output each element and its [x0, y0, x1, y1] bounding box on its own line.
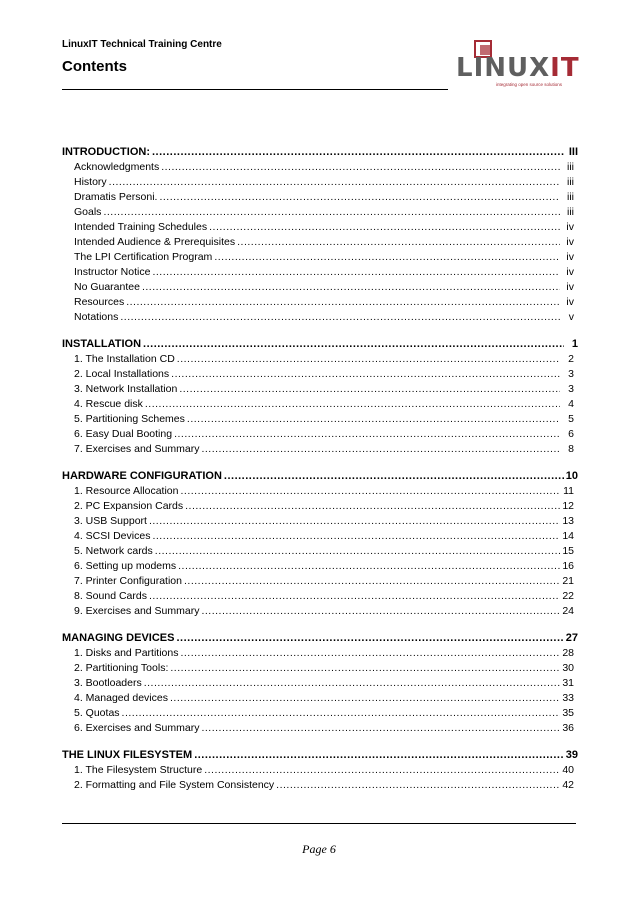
toc-entry[interactable] [62, 280, 578, 295]
toc-entry[interactable] [62, 190, 578, 205]
toc-section [62, 337, 578, 457]
toc-entry[interactable] [62, 442, 578, 457]
toc-entry-label: 3. Bootloaders [74, 677, 142, 689]
toc-entry-page: 36 [562, 722, 574, 734]
toc-entry-page: 12 [562, 500, 574, 512]
toc-entry[interactable] [62, 367, 578, 382]
toc-entry-page: 6 [568, 428, 574, 440]
toc-entry[interactable] [62, 499, 578, 514]
toc-entry-page: 15 [562, 545, 574, 557]
toc-entry-label: 1. Resource Allocation [74, 485, 179, 497]
toc-entry[interactable] [62, 691, 578, 706]
toc-leader-dots [178, 559, 560, 574]
page-title: Contents [62, 58, 127, 75]
toc-entry-label: 1. Disks and Partitions [74, 647, 179, 659]
toc-entry-label: 4. Managed devices [74, 692, 168, 704]
toc-entry-page: iv [566, 221, 574, 233]
toc-entry-label: No Guarantee [74, 281, 140, 293]
toc-leader-dots [103, 205, 560, 220]
toc-entry[interactable] [62, 706, 578, 721]
toc-leader-dots [152, 265, 560, 280]
toc-entry-label: History [74, 176, 107, 188]
toc-entry-page: iii [567, 161, 574, 173]
toc-entry-page: 28 [562, 647, 574, 659]
toc-entry-label: 5. Partitioning Schemes [74, 413, 185, 425]
toc-entry-label: 4. SCSI Devices [74, 530, 151, 542]
toc-entry-page: 31 [562, 677, 574, 689]
logo-wordmark [456, 55, 580, 81]
toc-leader-dots [204, 763, 560, 778]
toc-entry-label: 5. Network cards [74, 545, 153, 557]
toc-chapter-title: INTRODUCTION: [62, 146, 150, 158]
toc-entry-page: 30 [562, 662, 574, 674]
toc-entry-label: 6. Setting up modems [74, 560, 177, 572]
toc-entry[interactable] [62, 529, 578, 544]
toc-leader-dots [149, 514, 560, 529]
toc-leader-dots [179, 382, 560, 397]
toc-entry-page: iv [566, 266, 574, 278]
toc-entry-label: Intended Training Schedules [74, 221, 208, 233]
toc-entry[interactable] [62, 310, 578, 325]
toc-entry-page: iii [567, 176, 574, 188]
toc-chapter-title: INSTALLATION [62, 338, 142, 350]
toc-section [62, 631, 578, 736]
toc-entry[interactable] [62, 661, 578, 676]
toc-entry-label: Instructor Notice [74, 266, 151, 278]
table-of-contents [62, 145, 578, 805]
toc-entry-page: 42 [562, 779, 574, 791]
toc-entry[interactable] [62, 412, 578, 427]
toc-entry-page: 35 [562, 707, 574, 719]
toc-entry-page: v [568, 311, 574, 323]
toc-entry-page: 4 [568, 398, 574, 410]
toc-entry-label: 6. Easy Dual Booting [74, 428, 173, 440]
toc-leader-dots [120, 310, 560, 325]
toc-leader-dots [194, 748, 564, 763]
toc-leader-dots [145, 397, 560, 412]
linuxit-logo [452, 38, 582, 90]
toc-entry[interactable] [62, 265, 578, 280]
toc-entry[interactable] [62, 721, 578, 736]
logo-text-main: LINUX [456, 53, 551, 83]
toc-leader-dots [170, 661, 560, 676]
toc-entry-page: iii [567, 206, 574, 218]
toc-leader-dots [142, 280, 560, 295]
toc-entry-label: Notations [74, 311, 119, 323]
toc-entry-label: 2. Formatting and File System Consistency [74, 779, 275, 791]
toc-leader-dots [152, 529, 560, 544]
toc-leader-dots [161, 160, 560, 175]
toc-entry-page: 11 [563, 485, 574, 497]
footer-divider [62, 823, 576, 824]
toc-entry-page: 21 [562, 575, 574, 587]
toc-chapter-page: III [568, 146, 578, 158]
toc-entry-page: iv [566, 236, 574, 248]
toc-entry-page: iv [566, 281, 574, 293]
toc-chapter-entry[interactable] [62, 145, 578, 160]
toc-entry-label: Dramatis Personi. [74, 191, 158, 203]
toc-entry[interactable] [62, 427, 578, 442]
toc-entry-page: 2 [568, 353, 574, 365]
toc-entry-label: 9. Exercises and Summary [74, 605, 200, 617]
toc-chapter-entry[interactable] [62, 337, 578, 352]
toc-entry[interactable] [62, 514, 578, 529]
toc-entry[interactable] [62, 205, 578, 220]
toc-entry[interactable] [62, 589, 578, 604]
toc-leader-dots [143, 337, 564, 352]
toc-leader-dots [276, 778, 560, 793]
toc-entry[interactable] [62, 295, 578, 310]
toc-entry-page: 13 [562, 515, 574, 527]
toc-entry[interactable] [62, 250, 578, 265]
toc-chapter-title: MANAGING DEVICES [62, 632, 175, 644]
toc-entry-page: 22 [562, 590, 574, 602]
toc-entry[interactable] [62, 544, 578, 559]
title-divider [62, 89, 448, 90]
toc-section [62, 145, 578, 325]
toc-leader-dots [209, 220, 560, 235]
toc-leader-dots [177, 352, 560, 367]
toc-section [62, 748, 578, 793]
toc-leader-dots [180, 484, 560, 499]
toc-entry[interactable] [62, 235, 578, 250]
toc-entry[interactable] [62, 352, 578, 367]
toc-chapter-entry[interactable] [62, 631, 578, 646]
toc-leader-dots [185, 499, 560, 514]
toc-leader-dots [180, 646, 560, 661]
toc-entry-label: 1. The Filesystem Structure [74, 764, 203, 776]
toc-leader-dots [201, 721, 560, 736]
logo-text-accent: IT [550, 53, 580, 83]
toc-entry-label: 2. PC Expansion Cards [74, 500, 184, 512]
page-number: Page 6 [302, 842, 336, 856]
toc-entry-label: 2. Partitioning Tools: [74, 662, 169, 674]
toc-leader-dots [122, 706, 560, 721]
toc-leader-dots [214, 250, 560, 265]
toc-entry-page: iv [566, 251, 574, 263]
toc-entry[interactable] [62, 646, 578, 661]
org-name: LinuxIT Technical Training Centre [62, 39, 222, 50]
toc-entry-page: iii [567, 191, 574, 203]
toc-entry-page: 24 [562, 605, 574, 617]
toc-entry-label: 5. Quotas [74, 707, 120, 719]
toc-leader-dots [155, 544, 560, 559]
toc-entry-label: 6. Exercises and Summary [74, 722, 200, 734]
toc-entry[interactable] [62, 559, 578, 574]
toc-entry[interactable] [62, 397, 578, 412]
toc-leader-dots [171, 367, 560, 382]
toc-leader-dots [152, 145, 564, 160]
toc-entry-page: 3 [568, 383, 574, 395]
toc-leader-dots [201, 604, 560, 619]
toc-entry-label: 4. Rescue disk [74, 398, 143, 410]
toc-entry[interactable] [62, 382, 578, 397]
toc-entry-label: Resources [74, 296, 125, 308]
toc-leader-dots [144, 676, 560, 691]
toc-leader-dots [201, 442, 560, 457]
toc-chapter-page: 1 [571, 338, 578, 350]
toc-chapter-entry[interactable] [62, 748, 578, 763]
toc-leader-dots [187, 412, 560, 427]
toc-entry-page: 40 [562, 764, 574, 776]
toc-leader-dots [149, 589, 560, 604]
toc-entry[interactable] [62, 484, 578, 499]
toc-leader-dots [174, 427, 560, 442]
toc-entry-page: 33 [562, 692, 574, 704]
toc-entry-label: 3. Network Installation [74, 383, 178, 395]
toc-entry-page: 14 [562, 530, 574, 542]
toc-chapter-page: 27 [565, 632, 578, 644]
toc-entry-label: 2. Local Installations [74, 368, 170, 380]
toc-chapter-page: 10 [565, 470, 578, 482]
toc-entry-page: 8 [568, 443, 574, 455]
toc-entry-label: Acknowledgments [74, 161, 160, 173]
toc-leader-dots [109, 175, 560, 190]
toc-entry[interactable] [62, 676, 578, 691]
toc-entry[interactable] [62, 604, 578, 619]
toc-chapter-page: 39 [565, 749, 578, 761]
toc-entry-label: 1. The Installation CD [74, 353, 175, 365]
toc-entry-page: 5 [568, 413, 574, 425]
toc-entry-label: Intended Audience & Prerequisites [74, 236, 236, 248]
toc-entry-page: iv [566, 296, 574, 308]
toc-leader-dots [237, 235, 560, 250]
toc-entry[interactable] [62, 160, 578, 175]
toc-entry[interactable] [62, 175, 578, 190]
toc-leader-dots [170, 691, 560, 706]
toc-leader-dots [126, 295, 560, 310]
toc-entry-label: Goals [74, 206, 102, 218]
toc-entry-label: 7. Printer Configuration [74, 575, 182, 587]
toc-entry-label: 8. Sound Cards [74, 590, 147, 602]
toc-section [62, 469, 578, 619]
toc-entry[interactable] [62, 220, 578, 235]
toc-chapter-title: HARDWARE CONFIGURATION [62, 470, 222, 482]
toc-entry[interactable] [62, 763, 578, 778]
toc-entry[interactable] [62, 778, 578, 793]
toc-leader-dots [159, 190, 560, 205]
toc-entry-page: 16 [562, 560, 574, 572]
toc-leader-dots [176, 631, 563, 646]
toc-entry-label: The LPI Certification Program [74, 251, 213, 263]
logo-tagline: integrating open source solutions [496, 82, 563, 87]
toc-entry-page: 3 [568, 368, 574, 380]
toc-entry-label: 7. Exercises and Summary [74, 443, 200, 455]
toc-leader-dots [184, 574, 560, 589]
toc-chapter-title: THE LINUX FILESYSTEM [62, 749, 193, 761]
toc-chapter-entry[interactable] [62, 469, 578, 484]
toc-entry[interactable] [62, 574, 578, 589]
toc-entry-label: 3. USB Support [74, 515, 147, 527]
toc-leader-dots [224, 469, 564, 484]
